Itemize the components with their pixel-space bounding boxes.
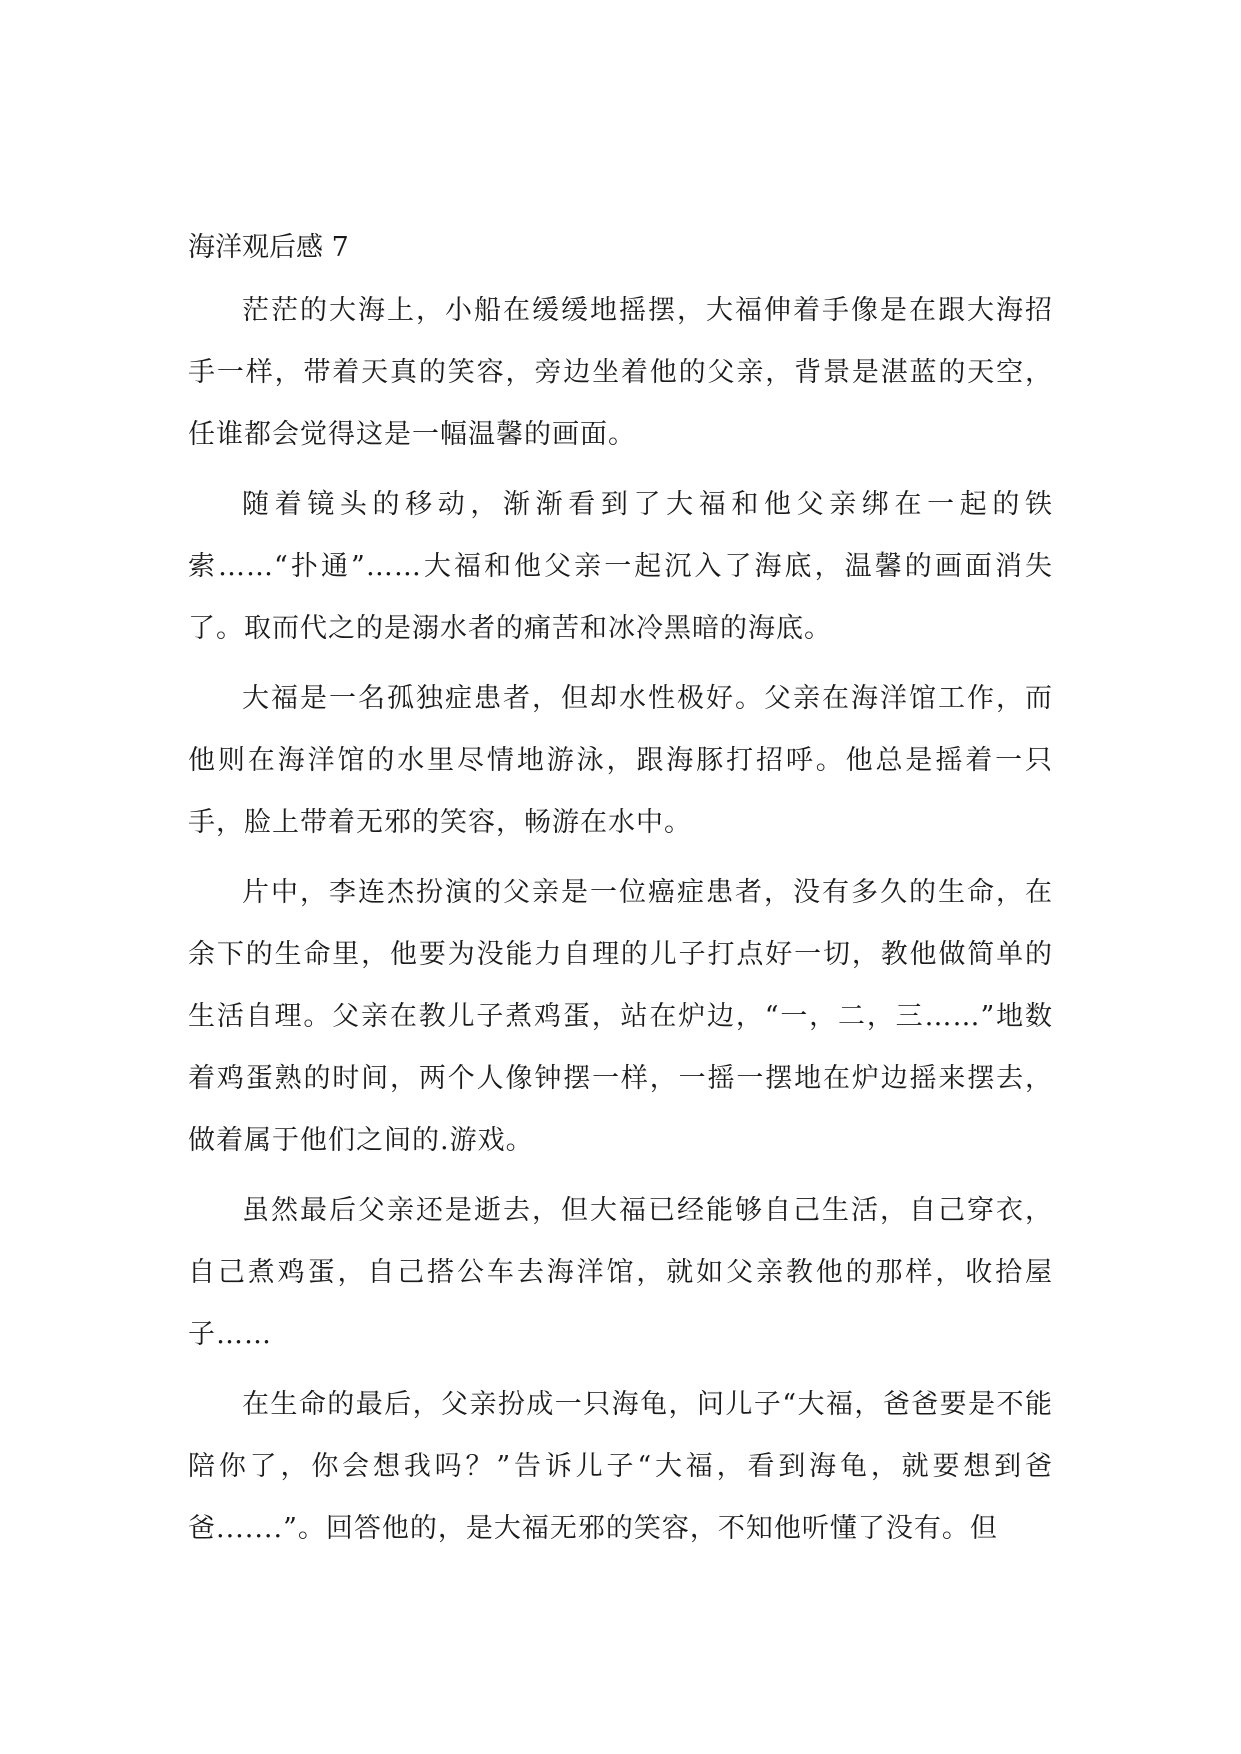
paragraph: 片中，李连杰扮演的父亲是一位癌症患者，没有多久的生命，在余下的生命里，他要为没能力自理的儿子打点好一切，教他做简单的生活自理。父亲在教儿子煮鸡蛋，站在炉边，“一，二，三……”地数着鸡蛋熟的时间，两个人像钟摆一样，一摇一摆地在炉边摇来摆去，做着属于他们之间的.游戏。	[188, 877, 1053, 1156]
paragraph: 虽然最后父亲还是逝去，但大福已经能够自己生活，自己穿衣，自己煮鸡蛋，自己搭公车去海洋馆，就如父亲教他的那样，收拾屋子……	[188, 1195, 1053, 1350]
paragraph: 随着镜头的移动，渐渐看到了大福和他父亲绑在一起的铁索……“扑通”……大福和他父亲一起沉入了海底，温馨的画面消失了。取而代之的是溺水者的痛苦和冰冷黑暗的海底。	[188, 489, 1053, 644]
paragraph: 大福是一名孤独症患者，但却水性极好。父亲在海洋馆工作，而他则在海洋馆的水里尽情地游泳，跟海豚打招呼。他总是摇着一只手，脸上带着无邪的笑容，畅游在水中。	[188, 683, 1053, 838]
document-page	[188, 228, 1053, 1568]
paragraph: 在生命的最后，父亲扮成一只海龟，问儿子“大福，爸爸要是不能陪你了，你会想我吗？”告诉儿子“大福，看到海龟，就要想到爸爸.......”。回答他的，是大福无邪的笑容，不知他听懂了没有。但	[188, 1389, 1053, 1544]
paragraph: 茫茫的大海上，小船在缓缓地摇摆，大福伸着手像是在跟大海招手一样，带着天真的笑容，旁边坐着他的父亲，背景是湛蓝的天空，任谁都会觉得这是一幅温馨的画面。	[188, 295, 1053, 450]
document-title: 海洋观后感 7	[188, 232, 349, 263]
